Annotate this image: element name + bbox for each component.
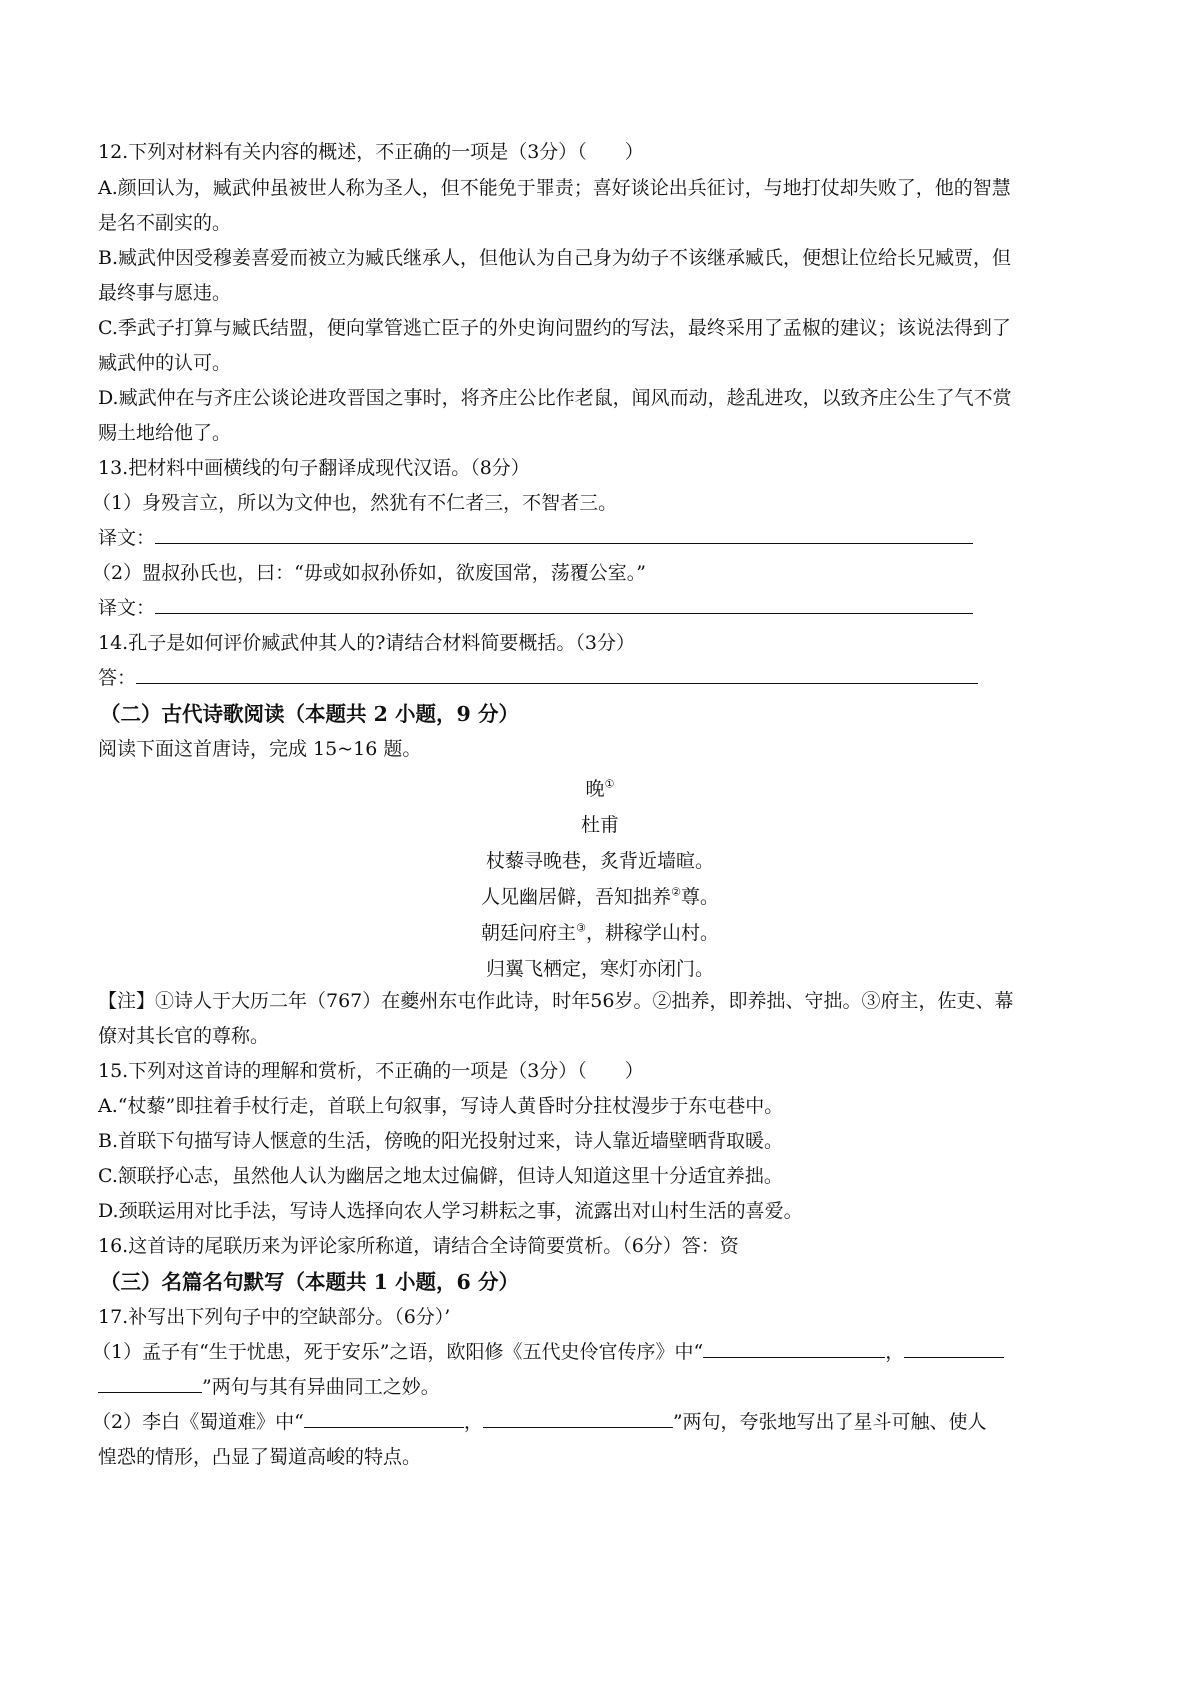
- q13-sentence-2: （2）盟叔孙氏也，曰：“毋或如叔孙侨如，欲废国常，荡覆公室。”: [92, 562, 647, 584]
- q13-answer-row-2: [98, 597, 973, 621]
- poem-title-note-mark: ①: [604, 777, 615, 791]
- q13-translation-blank-2[interactable]: [155, 599, 973, 614]
- q12-option-b-line1: B.臧武仲因受穆姜喜爱而被立为臧氏继承人，但他认为自己身为幼子不该继承臧氏，便想让位给长兄臧贾，但: [98, 247, 1012, 269]
- q14-stem: 14.孔子是如何评价臧武仲其人的?请结合材料简要概括。（3分）: [98, 632, 635, 654]
- poem-author: 杜甫: [580, 814, 619, 836]
- poem-line-2: [0, 882, 1200, 909]
- poem-notes-line-1: 【注】①诗人于大历二年（767）在夔州东屯作此诗，时年56岁。②拙养，即养拙、守拙。③府主，佐吏、幕: [98, 990, 1014, 1012]
- q13-translation-label-1: 译文：: [98, 527, 156, 549]
- poem-line-2-part-a: 人见幽居僻，吾知拙养: [481, 886, 672, 908]
- q17-part-1-line-1: [92, 1341, 1004, 1365]
- q17-stem: 17.补写出下列句子中的空缺部分。（6分）’: [98, 1306, 451, 1328]
- q12-option-c-line2: 臧武仲的认可。: [98, 352, 232, 374]
- q12-option-b-line2: 最终事与愿违。: [98, 282, 232, 304]
- q17-part-2-comma: ，: [463, 1411, 483, 1433]
- q15-stem: 15.下列对这首诗的理解和赏析，不正确的一项是（3分）（ ）: [98, 1060, 644, 1082]
- q17-part-2-blank-1[interactable]: [304, 1413, 464, 1428]
- q17-part-2-blank-2[interactable]: [483, 1413, 673, 1428]
- q13-translation-blank-1[interactable]: [155, 529, 973, 544]
- poem-title: [0, 774, 1200, 801]
- poem-line-3-note-mark: ③: [576, 921, 586, 935]
- poem-line-3: [0, 918, 1200, 945]
- poem-notes-line-2: 僚对其长官的尊称。: [98, 1025, 270, 1047]
- q15-option-b: B.首联下句描写诗人惬意的生活，傍晚的阳光投射过来，诗人靠近墙壁晒背取暖。: [98, 1130, 784, 1152]
- q13-translation-label-2: 译文：: [98, 597, 156, 619]
- q12-option-a-line2: 是名不副实的。: [98, 212, 232, 234]
- section-2-heading: （二）古代诗歌阅读（本题共 2 小题，9 分）: [100, 702, 519, 726]
- section-2-intro: 阅读下面这首唐诗，完成 15~16 题。: [98, 738, 422, 760]
- q17-part-1-text-a: （1）孟子有“生于忧患，死于安乐”之语，欧阳修《五代史伶官传序》中“: [92, 1341, 704, 1363]
- q12-stem: 12.下列对材料有关内容的概述，不正确的一项是（3分）（ ）: [98, 141, 644, 163]
- poem-line-2-part-b: 尊。: [680, 886, 719, 908]
- q15-option-c: C.颔联抒心志，虽然他人认为幽居之地太过偏僻，但诗人知道这里十分适宜养拙。: [98, 1165, 783, 1187]
- q15-option-a: A.“杖藜”即拄着手杖行走，首联上句叙事，写诗人黄昏时分拄杖漫步于东屯巷中。: [98, 1095, 784, 1117]
- q15-option-d: D.颈联运用对比手法，写诗人选择向农人学习耕耘之事，流露出对山村生活的喜爱。: [98, 1200, 803, 1222]
- q17-part-1-text-b: ”两句与其有异曲同工之妙。: [202, 1376, 440, 1398]
- q17-part-2-line-1: [92, 1411, 987, 1435]
- section-3-heading: （三）名篇名句默写（本题共 1 小题，6 分）: [100, 1270, 519, 1294]
- q13-stem: 13.把材料中画横线的句子翻译成现代汉语。（8分）: [98, 457, 530, 479]
- q17-part-1-blank-2a[interactable]: [904, 1343, 1004, 1358]
- q17-part-1-blank-2b[interactable]: [98, 1378, 202, 1393]
- poem-line-1: 杖藜寻晚巷，炙背近墙暄。: [485, 850, 714, 872]
- poem-title-text: 晚: [585, 778, 605, 800]
- q13-sentence-1: （1）身殁言立，所以为文仲也，然犹有不仁者三，不智者三。: [92, 492, 618, 514]
- q14-answer-blank[interactable]: [136, 669, 978, 684]
- poem-line-3-part-b: ，耕稼学山村。: [585, 922, 719, 944]
- poem-line-2-note-mark: ②: [671, 885, 681, 899]
- q17-part-1-comma: ，: [885, 1341, 905, 1363]
- q12-option-d-line1: D.臧武仲在与齐庄公谈论进攻晋国之事时，将齐庄公比作老鼠，闻风而动，趁乱进攻，以致齐庄公生了气不赏: [98, 387, 1012, 409]
- q14-answer-label: 答：: [98, 667, 137, 689]
- q17-part-2-line-2: 惶恐的情形，凸显了蜀道高峻的特点。: [98, 1446, 422, 1468]
- q14-answer-row: [98, 667, 978, 691]
- q12-option-a-line1: A.颜回认为，臧武仲虽被世人称为圣人，但不能免于罪责；喜好谈论出兵征讨，与地打仗却失败了，他的智慧: [98, 177, 1011, 199]
- q17-part-1-blank-1[interactable]: [703, 1343, 885, 1358]
- q12-option-c-line1: C.季武子打算与臧氏结盟，便向掌管逃亡臣子的外史询问盟约的写法，最终采用了孟椒的建议；该说法得到了: [98, 317, 1011, 339]
- q16-stem: 16.这首诗的尾联历来为评论家所称道，请结合全诗简要赏析。（6分）答：资: [98, 1235, 739, 1257]
- q17-part-2-text-b: ”两句，夸张地写出了星斗可触、使人: [672, 1411, 987, 1433]
- q17-part-2-text-a: （2）李白《蜀道难》中“: [92, 1411, 304, 1433]
- poem-line-4: 归翼飞栖定，寒灯亦闭门。: [485, 958, 714, 980]
- q13-answer-row-1: [98, 527, 973, 551]
- q12-option-d-line2: 赐土地给他了。: [98, 422, 232, 444]
- poem-line-3-part-a: 朝廷问府主: [481, 922, 577, 944]
- q17-part-1-line-2: [98, 1376, 440, 1400]
